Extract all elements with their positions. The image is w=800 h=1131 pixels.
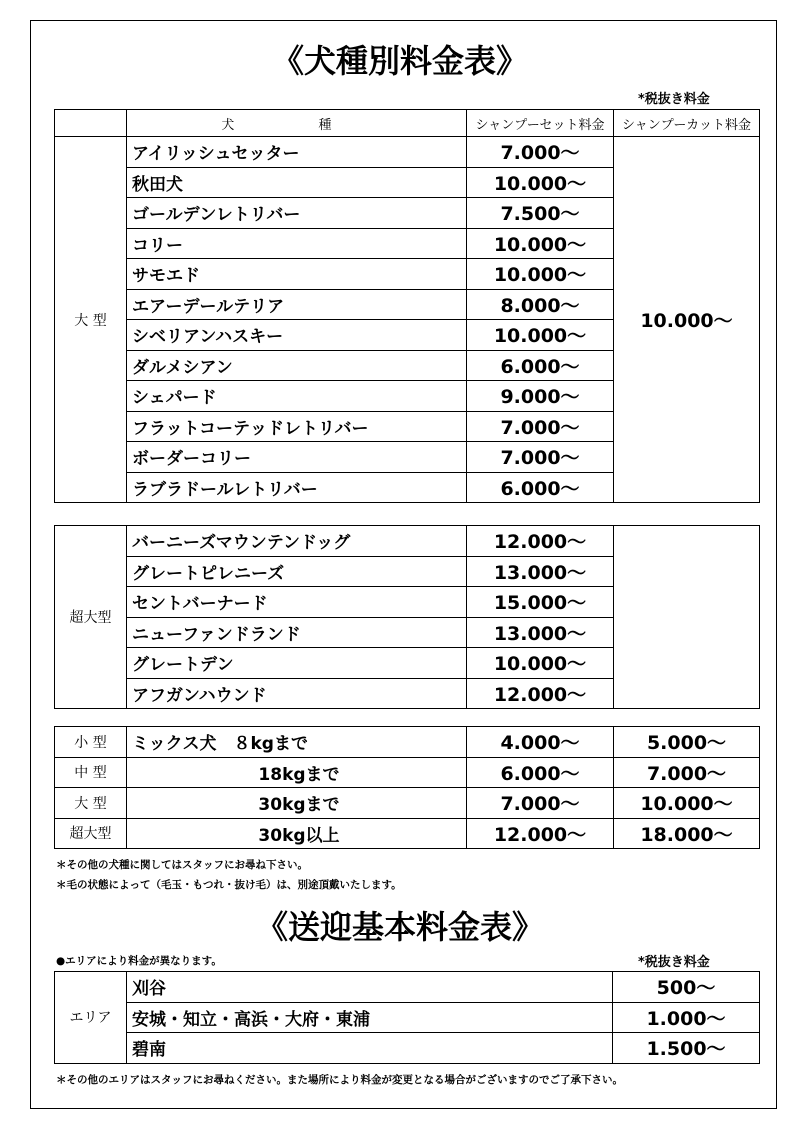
set-price: 13.000〜: [467, 556, 614, 587]
table-row: [55, 818, 760, 849]
size-label: 大 型: [55, 788, 127, 819]
area-price: 500〜: [613, 972, 760, 1003]
set-price: 6.000〜: [467, 757, 614, 788]
set-price: 4.000〜: [467, 727, 614, 758]
set-price: 7.000〜: [467, 411, 614, 442]
set-price: 6.000〜: [467, 350, 614, 381]
size-label: 小 型: [55, 727, 127, 758]
cut-price: 7.000〜: [614, 757, 760, 788]
mix-desc: 30kgまで: [127, 788, 467, 819]
table-row: [55, 137, 760, 168]
pickup-fee-table: [54, 971, 760, 1064]
set-price: 10.000〜: [467, 320, 614, 351]
table-row: [55, 972, 760, 1003]
mix-desc: 30kg以上: [127, 818, 467, 849]
breed-name: アフガンハウンド: [127, 678, 467, 709]
set-price: 8.000〜: [467, 289, 614, 320]
breed-name: ニューファンドランド: [127, 617, 467, 648]
cut-price-empty: [614, 526, 760, 709]
breed-name: サモエド: [127, 259, 467, 290]
mix-desc: 18kgまで: [127, 757, 467, 788]
set-price: 13.000〜: [467, 617, 614, 648]
breed-name: ダルメシアン: [127, 350, 467, 381]
area-label: エリア: [55, 972, 127, 1064]
fee-table-title: 《犬種別料金表》: [271, 42, 528, 80]
size-label: 中 型: [55, 757, 127, 788]
header-breed: 犬 種: [127, 110, 467, 137]
area-price: 1.500〜: [613, 1033, 760, 1064]
breed-name: アイリッシュセッター: [127, 137, 467, 168]
size-label: 超大型: [55, 818, 127, 849]
breed-name: バーニーズマウンテンドッグ: [127, 526, 467, 557]
footer-note: ＊その他のエリアはスタッフにお尋ねください。また場所により料金が変更となる場合がございますのでご了承下さい。: [56, 1074, 623, 1086]
breed-name: エアーデールテリア: [127, 289, 467, 320]
table-row: [55, 526, 760, 557]
header-set-fee: シャンプーセット料金: [467, 110, 614, 137]
set-price: 7.000〜: [467, 442, 614, 473]
area-note: ●エリアにより料金が異なります。: [56, 955, 222, 967]
header-row: [55, 110, 760, 137]
set-price: 10.000〜: [467, 228, 614, 259]
set-price: 15.000〜: [467, 587, 614, 618]
cut-price: 18.000〜: [614, 818, 760, 849]
table-row: [55, 727, 760, 758]
table-row: [55, 757, 760, 788]
breed-name: ラブラドールレトリバー: [127, 472, 467, 503]
table-row: [55, 1002, 760, 1033]
tax-note: *税抜き料金: [638, 92, 710, 107]
breed-name: 秋田犬: [127, 167, 467, 198]
mix-breed-table: [54, 726, 760, 849]
header-blank: [55, 110, 127, 137]
set-price: 7.000〜: [467, 788, 614, 819]
breed-name: シェパード: [127, 381, 467, 412]
extra-large-breed-table: [54, 525, 760, 709]
note-coat-condition: ＊毛の状態によって（毛玉・もつれ・抜け毛）は、別途頂戴いたします。: [56, 879, 402, 891]
set-price: 12.000〜: [467, 818, 614, 849]
breed-name: コリー: [127, 228, 467, 259]
table-row: [55, 788, 760, 819]
area-name: 刈谷: [127, 972, 613, 1003]
set-price: 12.000〜: [467, 678, 614, 709]
breed-name: フラットコーテッドレトリバー: [127, 411, 467, 442]
set-price: 6.000〜: [467, 472, 614, 503]
area-name: 安城・知立・高浜・大府・東浦: [127, 1002, 613, 1033]
breed-name: ゴールデンレトリバー: [127, 198, 467, 229]
cut-price: 5.000〜: [614, 727, 760, 758]
tax-note-2: *税抜き料金: [638, 955, 710, 970]
header-cut-fee: シャンプーカット料金: [614, 110, 760, 137]
breed-name: グレートピレニーズ: [127, 556, 467, 587]
pickup-table-title: 《送迎基本料金表》: [255, 908, 544, 946]
cut-price-large: 10.000〜: [614, 137, 760, 503]
set-price: 7.500〜: [467, 198, 614, 229]
set-price: 10.000〜: [467, 259, 614, 290]
breed-name: ボーダーコリー: [127, 442, 467, 473]
set-price: 10.000〜: [467, 648, 614, 679]
cut-price: 10.000〜: [614, 788, 760, 819]
table-row: [55, 1033, 760, 1064]
breed-name: シベリアンハスキー: [127, 320, 467, 351]
set-price: 9.000〜: [467, 381, 614, 412]
set-price: 10.000〜: [467, 167, 614, 198]
breed-name: セントバーナード: [127, 587, 467, 618]
category-large: 大 型: [55, 137, 127, 503]
category-extra-large: 超大型: [55, 526, 127, 709]
large-breed-table: [54, 109, 760, 503]
area-price: 1.000〜: [613, 1002, 760, 1033]
note-other-breeds: ＊その他の犬種に関してはスタッフにお尋ね下さい。: [56, 859, 308, 871]
breed-name: グレートデン: [127, 648, 467, 679]
mix-desc: ミックス犬 ８kgまで: [127, 727, 467, 758]
set-price: 7.000〜: [467, 137, 614, 168]
area-name: 碧南: [127, 1033, 613, 1064]
set-price: 12.000〜: [467, 526, 614, 557]
